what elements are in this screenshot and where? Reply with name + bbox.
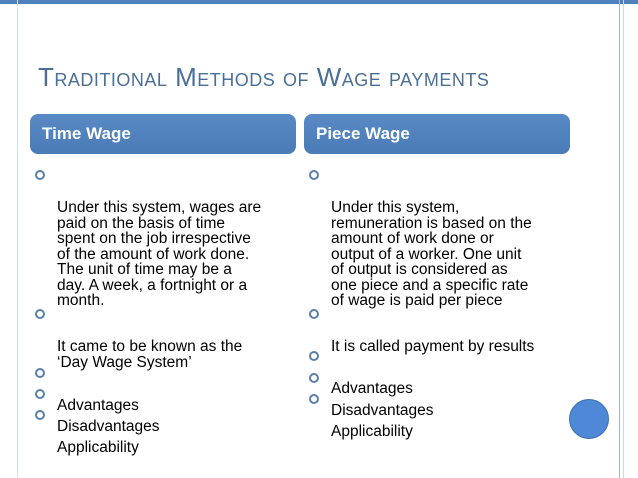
right-bullet-2 (331, 308, 567, 355)
bullet-icon (309, 373, 319, 383)
piece-wage-header: Piece Wage (304, 114, 570, 154)
slide-title: Traditional Methods of Wage payments (38, 62, 490, 92)
left-bullet-4-text: Disadvantages (57, 418, 160, 435)
bullet-icon (35, 410, 45, 420)
bullet-icon (35, 309, 45, 319)
right-bullet-1-text: Under this system, remuneration is based on the amount of work done or output of a worker. One unit of output is considered as one piece and a specific rate of wage is paid per piece (331, 199, 532, 309)
left-bullet-2-text: It came to be known as the ‘Day Wage System’ (57, 338, 243, 371)
bullet-icon (309, 394, 319, 404)
bullet-icon (309, 351, 319, 361)
left-bullet-1 (57, 169, 289, 309)
left-bullet-5-text: Applicability (57, 439, 139, 456)
right-frame-line-outer (623, 0, 624, 478)
right-bullet-3-text: Advantages (331, 380, 413, 397)
right-bullet-4-text: Disadvantages (331, 402, 434, 419)
left-bullet-5 (57, 409, 289, 456)
bullet-icon (35, 170, 45, 180)
right-bullet-5 (331, 393, 567, 440)
right-bullet-2-text: It is called payment by results (331, 338, 535, 355)
left-frame-line (17, 0, 18, 478)
bullet-icon (35, 389, 45, 399)
right-bullet-5-text: Applicability (331, 423, 413, 440)
left-bullet-3-text: Advantages (57, 397, 139, 414)
top-accent-bar (0, 0, 638, 4)
bullet-icon (35, 368, 45, 378)
time-wage-header: Time Wage (30, 114, 296, 154)
left-bullet-1-text: Under this system, wages are paid on the basis of time spent on the job irrespective of the amount of work done. The unit of time may be a day. A week, a fortnight or a month. (57, 199, 262, 309)
right-bullet-1 (331, 169, 567, 309)
bullet-icon (309, 309, 319, 319)
left-bullet-2 (57, 308, 289, 370)
bullet-icon (309, 170, 319, 180)
decorative-circle (569, 399, 609, 439)
right-frame-line (619, 0, 620, 478)
